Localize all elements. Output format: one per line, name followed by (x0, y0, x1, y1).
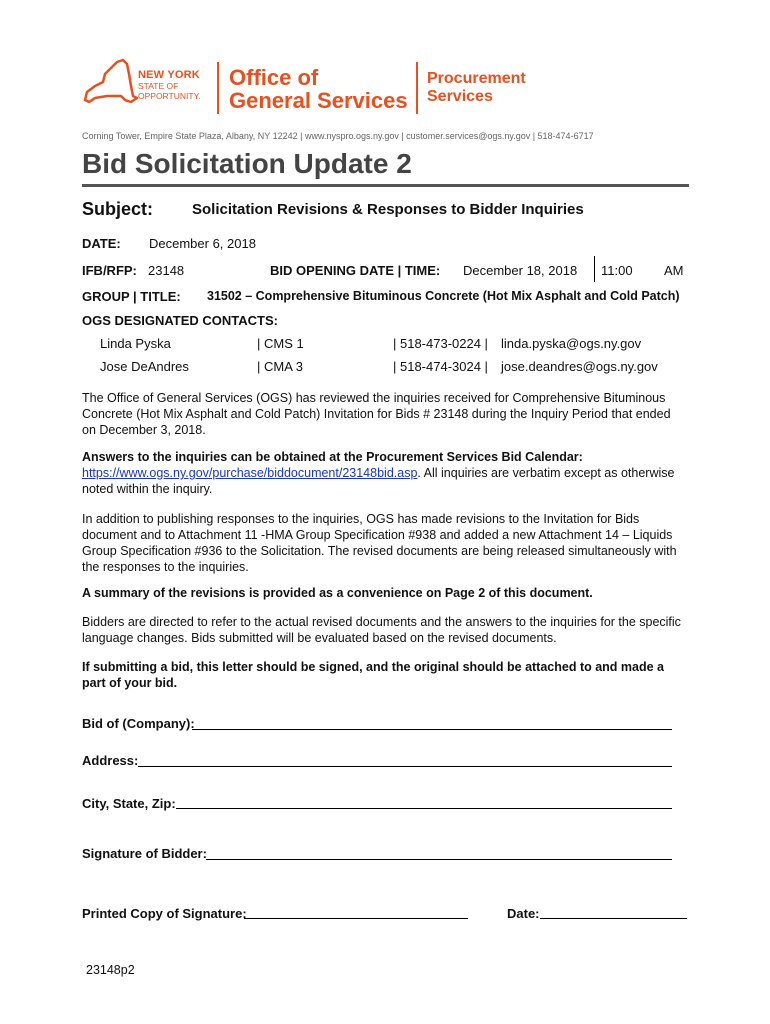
bid-opening-date: December 18, 2018 (463, 263, 578, 278)
title-rule (82, 184, 689, 187)
date-field[interactable] (540, 918, 687, 919)
signing-paragraph: If submitting a bid, this letter should be signed, and the original should be attached to and made a part of your bid. (82, 660, 664, 690)
procurement-logo-text (427, 71, 526, 105)
ogs-logo-text (229, 67, 408, 112)
page-footer: 23148p2 (86, 963, 135, 977)
contacts-label: OGS DESIGNATED CONTACTS: (82, 313, 278, 328)
city-label: City, State, Zip: (82, 796, 176, 811)
contact-line: Corning Tower, Empire State Plaza, Albany, NY 12242 | www.nyspro.ogs.ny.gov | customer.services@ogs.ny.gov | 518-474-6717 (82, 131, 594, 141)
ny-state-logo-text (138, 70, 201, 100)
date-value: December 6, 2018 (149, 236, 256, 251)
summary-paragraph: A summary of the revisions is provided as a convenience on Page 2 of this document. (82, 586, 593, 600)
state-line-2: STATE OF (138, 81, 179, 91)
bid-calendar-link[interactable]: https://www.ogs.ny.gov/purchase/biddocument/23148bid.asp (82, 466, 418, 480)
signature-label: Signature of Bidder: (82, 846, 207, 861)
state-line-3: OPPORTUNITY. (138, 90, 201, 101)
contact-1-phone: | 518-473-0224 | (393, 336, 488, 351)
contact-2-email[interactable]: jose.deandres@ogs.ny.gov (501, 359, 658, 374)
revisions-paragraph: In addition to publishing responses to the inquiries, OGS has made revisions to the Invitation for Bids document and to Attachment 11 -HMA Group Specification #938 and added a new Attachment 14 – Liquids Group Specification #936 to the Solicitation. The revised documents are being released simultaneously with the responses to the inquiries. (82, 512, 677, 574)
subject-text: Solicitation Revisions & Responses to Bidder Inquiries (192, 201, 584, 218)
group-label: GROUP | TITLE: (82, 289, 181, 304)
answers-paragraph (82, 449, 692, 497)
ogs-line-2: General Services (229, 88, 408, 113)
time-divider (594, 256, 595, 282)
logo-divider-2 (416, 62, 418, 114)
address-field[interactable] (138, 766, 672, 767)
answers-bold: Answers to the inquiries can be obtained at the Procurement Services Bid Calendar: (82, 450, 583, 464)
printed-label: Printed Copy of Signature: (82, 906, 247, 921)
state-line-1: NEW YORK (138, 69, 200, 81)
logo-divider-1 (217, 62, 219, 114)
contact-2-phone: | 518-474-3024 | (393, 359, 488, 374)
proc-line-1: Procurement (427, 70, 526, 87)
company-field[interactable] (192, 729, 672, 730)
intro-paragraph: The Office of General Services (OGS) has reviewed the inquiries received for Comprehensive Bituminous Concrete (Hot Mix Asphalt and Cold Patch) Invitation for Bids # 23148 during the Inquiry Period that ended on December 3, 2018. (82, 391, 671, 437)
ogs-line-1: Office of (229, 65, 319, 90)
bid-opening-time: 11:00 (601, 263, 633, 278)
subject-label: Subject: (82, 199, 154, 219)
city-field[interactable] (176, 808, 672, 809)
ifb-value: 23148 (148, 263, 185, 278)
contact-2-code: | CMA 3 (257, 359, 304, 374)
contact-1-email[interactable]: linda.pyska@ogs.ny.gov (501, 336, 642, 351)
date-field-label: Date: (507, 906, 540, 921)
proc-line-2: Services (427, 88, 493, 105)
bidders-paragraph: Bidders are directed to refer to the actual revised documents and the answers to the inquiries for the specific language changes. Bids submitted will be evaluated based on the revised documents. (82, 615, 681, 645)
date-label: DATE: (82, 236, 121, 251)
answers-rest: . All inquiries are verbatim except as otherwise noted within the inquiry. (82, 466, 675, 496)
contact-1-name: Linda Pyska (100, 336, 171, 351)
company-label: Bid of (Company): (82, 716, 195, 731)
bid-opening-label: BID OPENING DATE | TIME: (270, 263, 441, 278)
contact-2-name: Jose DeAndres (100, 359, 189, 374)
ifb-label: IFB/RFP: (82, 263, 137, 278)
contact-1-code: | CMS 1 (257, 336, 304, 351)
page-title: Bid Solicitation Update 2 (82, 148, 412, 179)
signature-field[interactable] (206, 859, 672, 860)
bid-opening-ampm: AM (664, 263, 684, 278)
ny-state-map-logo (81, 56, 141, 108)
printed-field[interactable] (244, 918, 468, 919)
address-label: Address: (82, 753, 139, 768)
group-value: 31502 – Comprehensive Bituminous Concrete (Hot Mix Asphalt and Cold Patch) (207, 289, 680, 303)
